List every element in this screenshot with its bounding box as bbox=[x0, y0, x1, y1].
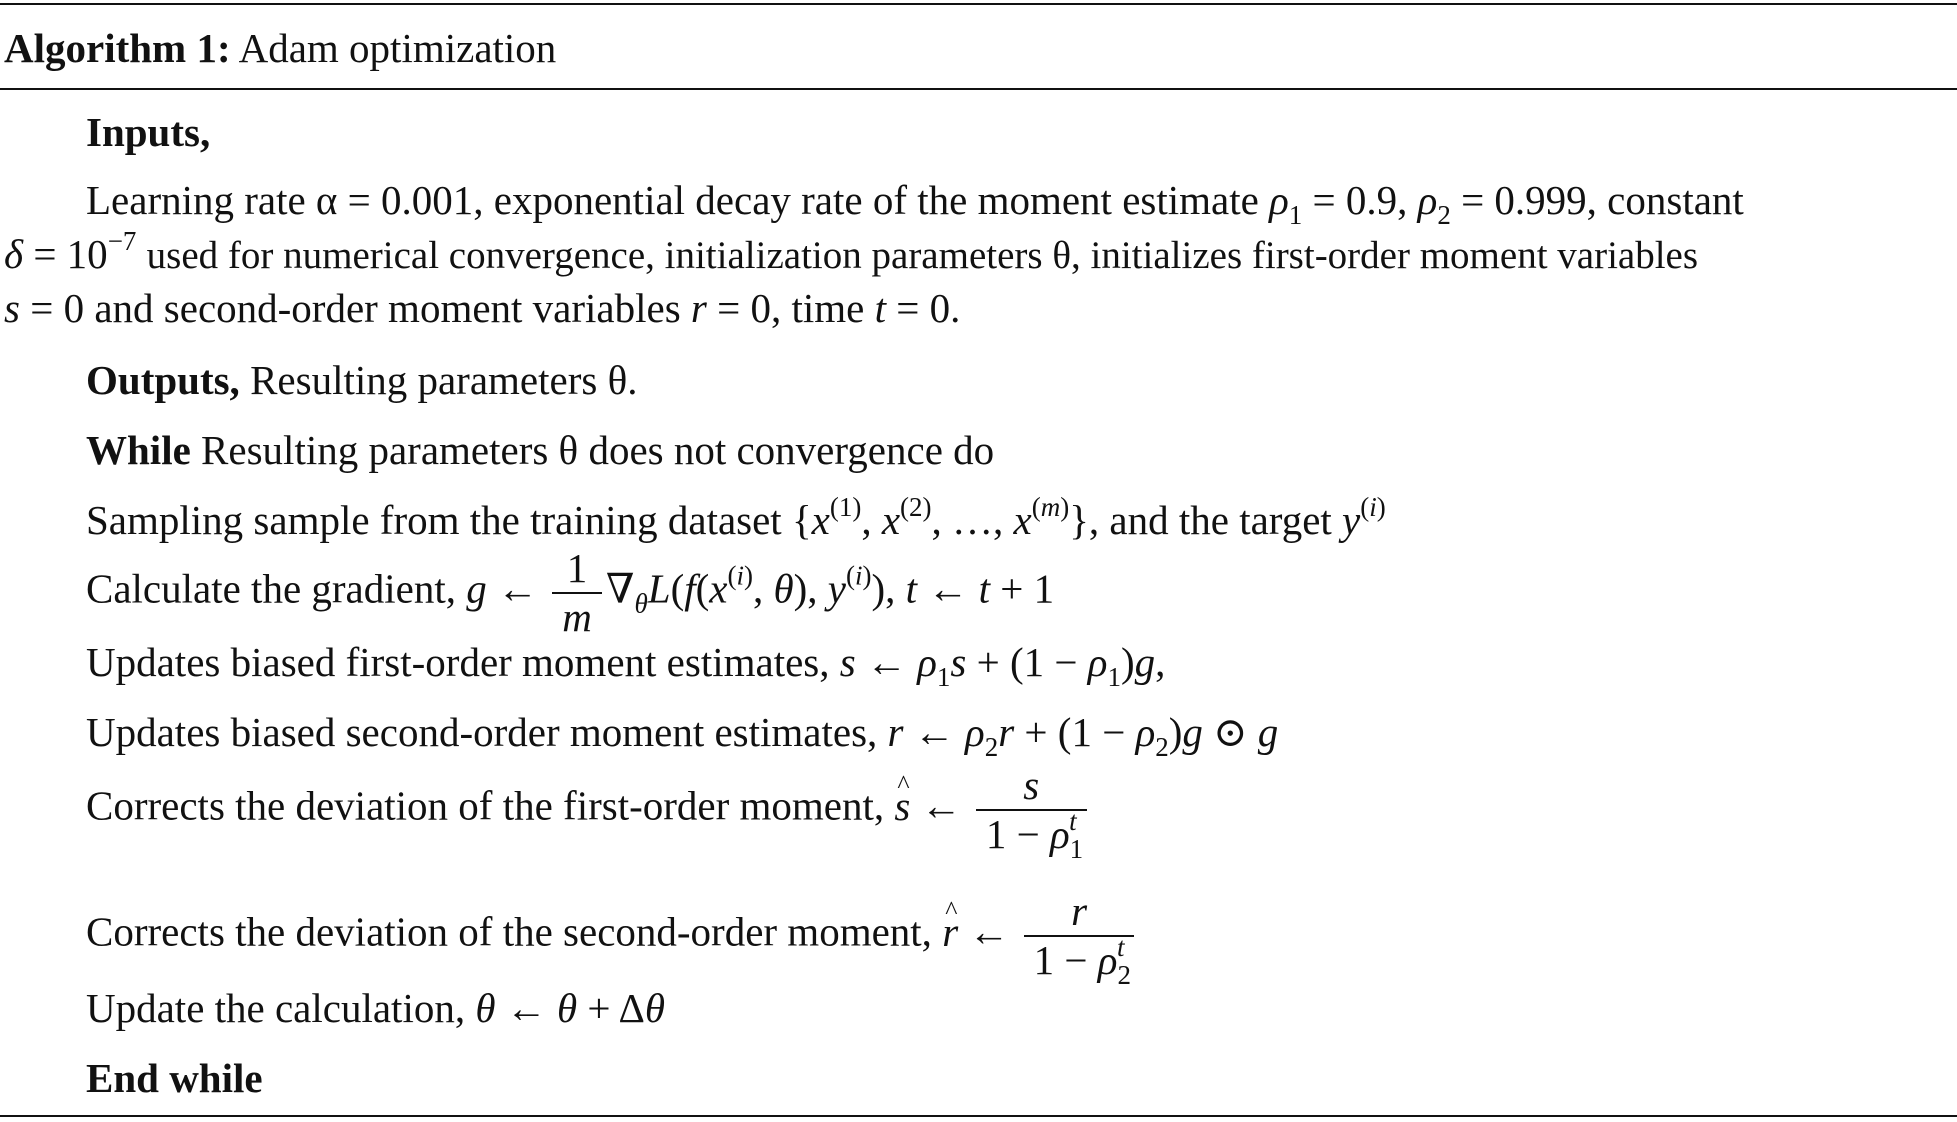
algorithm-caption bbox=[4, 25, 557, 71]
correct-first-step: Corrects the deviation of the first-order moment, ^ s ← $\frac{s}{1 - \rho_1^t}$ bbox=[86, 762, 1091, 858]
inputs-line-3: s = 0 and second-order moment variables r = 0, time t = 0. bbox=[4, 285, 961, 331]
while-keyword: While bbox=[86, 427, 191, 473]
while-condition: Resulting parameters θ does not convergence do bbox=[201, 427, 995, 473]
while-line bbox=[86, 427, 995, 473]
top-rule bbox=[0, 3, 1957, 5]
second-moment-text: Updates biased second-order moment estimates, bbox=[86, 709, 878, 755]
correct-second-step: Corrects the deviation of the second-order moment, ^ r ← $\frac{r}{1 - \rho_2^t}$ bbox=[86, 888, 1138, 984]
end-while: End while bbox=[86, 1055, 263, 1101]
first-moment-text: Updates biased first-order moment estimates, bbox=[86, 639, 830, 685]
r-init: = 0, time bbox=[717, 285, 865, 331]
gradient-step: Calculate the gradient, g ← $\frac{1}{m}$ $\nabla_\theta L(f(x^{(i)}$, θ), $y^{(i)}$), t ← t + 1 bbox=[86, 545, 1055, 641]
sampling-tail: , and the target bbox=[1088, 497, 1332, 543]
inputs-text-1: Learning rate α = 0.001, exponential decay rate of the moment estimate bbox=[86, 177, 1259, 223]
inputs-heading: Inputs, bbox=[86, 109, 211, 155]
t-init: = 0. bbox=[896, 285, 961, 331]
s-init: = 0 and second-order moment variables bbox=[30, 285, 681, 331]
update-step: Update the calculation, θ ← θ + Δθ bbox=[86, 985, 665, 1031]
rho2-value: = 0.999, constant bbox=[1461, 177, 1744, 223]
algorithm-title: Adam optimization bbox=[238, 25, 557, 71]
inputs-text-2: used for numerical convergence, initialization parameters θ, initializes first-order moment variables bbox=[146, 234, 1699, 277]
sampling-text: Sampling sample from the training dataset bbox=[86, 497, 782, 543]
correct-first-text: Corrects the deviation of the first-order moment, bbox=[86, 782, 885, 829]
delta-exponent: −7 bbox=[107, 226, 137, 256]
correct-second-fraction: $\frac{r}{1 - \rho_2^t}$ bbox=[1024, 888, 1135, 984]
second-moment-step: Updates biased second-order moment estimates, r ← $\rho_2r + (1 - \rho_2)g$ ⊙ g bbox=[86, 709, 1279, 762]
algorithm-label: Algorithm 1: bbox=[4, 25, 231, 71]
update-text: Update the calculation, bbox=[86, 985, 466, 1031]
bottom-rule bbox=[0, 1115, 1957, 1117]
first-moment-step: Updates biased first-order moment estimates, s ← $\rho_1s + (1 - \rho_1)g$, bbox=[86, 639, 1166, 692]
outputs-text: Resulting parameters θ. bbox=[250, 357, 638, 403]
outputs-heading: Outputs, bbox=[86, 357, 240, 403]
gradient-text: Calculate the gradient, bbox=[86, 565, 456, 612]
header-rule bbox=[0, 88, 1957, 90]
delta-eq: = 10 bbox=[33, 231, 108, 277]
correct-first-fraction: $\frac{s}{1 - \rho_1^t}$ bbox=[976, 762, 1087, 858]
inputs-line-2: $\delta = 10^{-7}$ used for numerical convergence, initialization parameters θ, initializes first-order moment variables bbox=[4, 226, 1699, 277]
correct-second-text: Corrects the deviation of the second-order moment, bbox=[86, 908, 932, 955]
inputs-line-1: Learning rate α = 0.001, exponential decay rate of the moment estimate $\rho_1 = 0.9$, $\rho_2 = 0.999$, constant bbox=[86, 177, 1744, 230]
outputs-line bbox=[86, 357, 638, 403]
gradient-fraction: $\frac{1}{m}$ bbox=[552, 545, 602, 641]
rho1-value: = 0.9, bbox=[1312, 177, 1408, 223]
sampling-step: Sampling sample from the training dataset {$x^{(1)}$, $x^{(2)}$, …, $x^{(m)}$}, and the target $y^{(i)}$ bbox=[86, 492, 1386, 543]
